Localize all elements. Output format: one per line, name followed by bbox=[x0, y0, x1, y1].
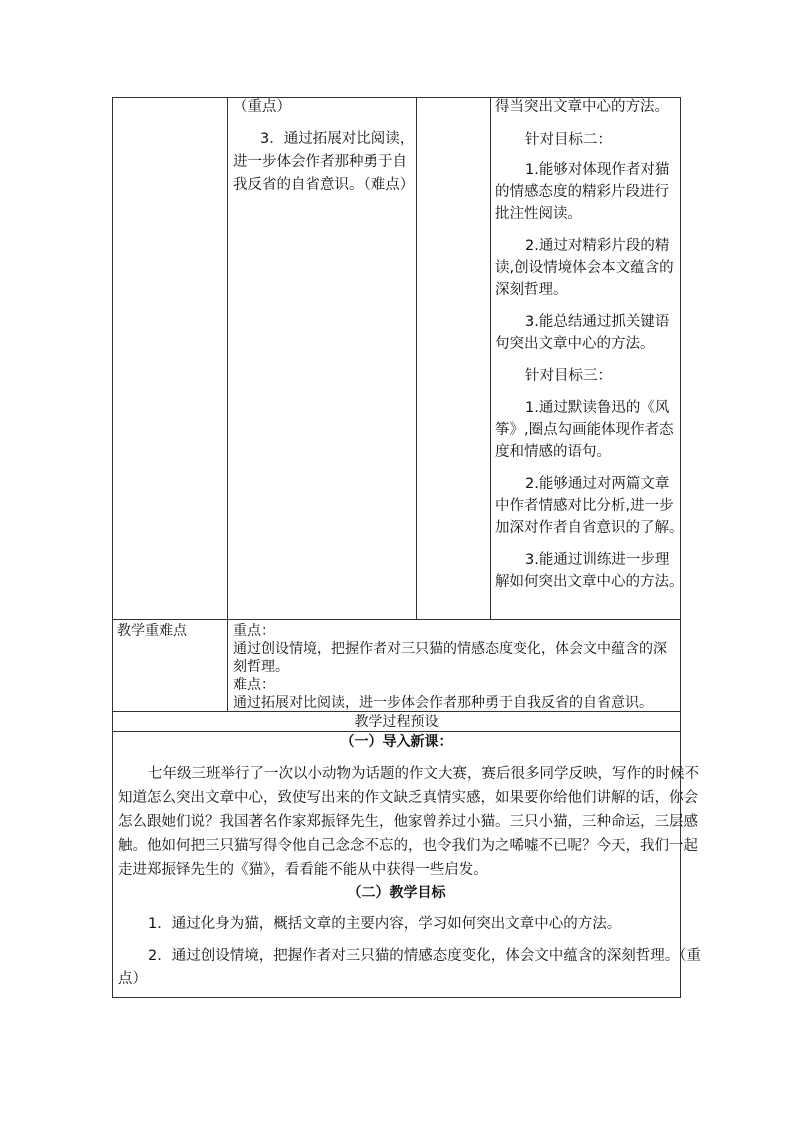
table-bottom-border bbox=[112, 997, 681, 998]
target-3-item-2-line-2: 中作者情感对比分析,进一步 bbox=[495, 498, 674, 514]
goal-2-line-2: 点） bbox=[118, 971, 147, 987]
target-2-item-2-line-2: 读,创设情境体会本文蕴含的 bbox=[495, 260, 674, 276]
target-3-item-1-line-1: 1.通过默读鲁迅的《风 bbox=[525, 400, 670, 416]
intro-line-3: 怎么跟她们说？我国著名作家郑振铎先生，他家曾养过小猫。三只小猫，三种命运，三层感 bbox=[118, 814, 698, 830]
target-2-item-2-line-3: 深刻哲理。 bbox=[495, 282, 568, 298]
target-3-item-1-line-2: 筝》,圈点勾画能体现作者态 bbox=[495, 422, 674, 438]
process-title: 教学过程预设 bbox=[354, 714, 439, 730]
target-2-item-3-line-1: 3.能总结通过抓关键语 bbox=[525, 314, 670, 330]
goal-1: 1．通过化身为猫，概括文章的主要内容，学习如何突出文章中心的方法。 bbox=[148, 916, 622, 932]
intro-line-5: 走进郑振铎先生的《猫》，看看能不能从中获得一些启发。 bbox=[118, 862, 488, 878]
intro-line-1: 七年级三班举行了一次以小动物为话题的作文大赛，赛后很多同学反映，写作的时候不 bbox=[148, 766, 699, 782]
target-2-item-3-line-2: 句突出文章中心的方法。 bbox=[495, 336, 655, 352]
key-point-text-line-2: 刻哲理。 bbox=[233, 659, 289, 675]
difficulty-label: 难点： bbox=[233, 677, 275, 693]
difficulty-text: 通过拓展对比阅读，进一步体会作者那种勇于自我反省的自省意识。 bbox=[233, 695, 653, 711]
table-right-border bbox=[680, 97, 681, 998]
key-point-text-line-1: 通过创设情境，把握作者对三只猫的情感态度变化，体会文中蕴含的深 bbox=[233, 641, 667, 657]
intro-line-4: 触。他如何把三只猫写得令他自己念念不忘的，也令我们为之唏嘘不已呢？今天，我们一起 bbox=[118, 838, 698, 854]
objective-3-line-3: 我反省的自省意识。（难点） bbox=[233, 177, 415, 193]
section-1-title: （一）导入新课： bbox=[340, 734, 453, 750]
target-2-item-1-line-3: 批注性阅读。 bbox=[495, 206, 582, 222]
target-3-item-2-line-3: 加深对作者自省意识的了解。 bbox=[495, 520, 684, 536]
table-left-border bbox=[112, 97, 113, 998]
target-2-item-1-line-1: 1.能够对体现作者对猫 bbox=[525, 162, 670, 178]
col4-top-line: 得当突出文章中心的方法。 bbox=[495, 99, 669, 115]
target-3-item-1-line-3: 度和情感的语句。 bbox=[495, 444, 611, 460]
col-divider-3 bbox=[490, 97, 491, 619]
objective-3-line-2: 进一步体会作者那种勇于自 bbox=[233, 154, 407, 170]
objective-3-line-1: 3．通过拓展对比阅读， bbox=[260, 131, 415, 147]
target-2-item-2-line-1: 2.通过对精彩片段的精 bbox=[525, 238, 670, 254]
target-2-heading: 针对目标二： bbox=[525, 132, 612, 148]
intro-line-2: 知道怎么突出文章中心，致使写出来的作文缺乏真情实感，如果要你给他们讲解的话，你会 bbox=[118, 790, 698, 806]
col-divider-2 bbox=[416, 97, 417, 619]
target-2-item-1-line-2: 的情感态度的精彩片段进行 bbox=[495, 184, 669, 200]
row-divider-upper bbox=[112, 619, 681, 620]
target-3-heading: 针对目标三： bbox=[525, 368, 612, 384]
target-3-item-3-line-2: 解如何突出文章中心的方法。 bbox=[495, 574, 684, 590]
section-2-title: （二）教学目标 bbox=[347, 885, 446, 901]
key-point-tag: （重点） bbox=[233, 99, 291, 115]
target-3-item-2-line-1: 2.能够通过对两篇文章 bbox=[525, 476, 670, 492]
target-3-item-3-line-1: 3.能通过训练进一步理 bbox=[525, 552, 670, 568]
goal-2-line-1: 2．通过创设情境，把握作者对三只猫的情感态度变化，体会文中蕴含的深刻哲理。（重 bbox=[148, 948, 701, 964]
key-point-label: 重点： bbox=[233, 623, 275, 639]
keypoints-label: 教学重难点 bbox=[117, 623, 187, 639]
